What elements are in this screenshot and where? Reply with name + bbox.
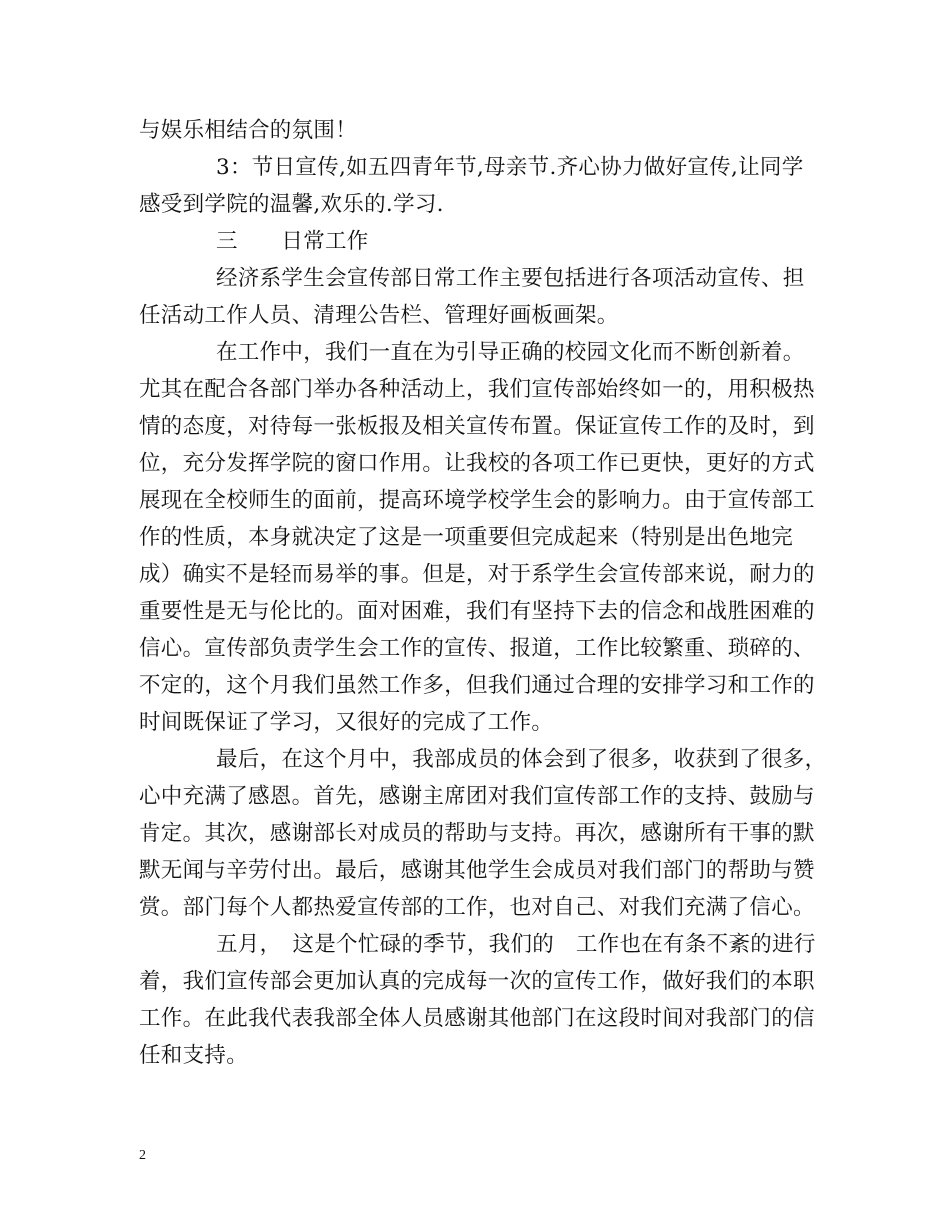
text-line: 经济系学生会宣传部日常工作主要包括进行各项活动宣传、担 xyxy=(216,266,805,291)
text-line: 不定的，这个月我们虽然工作多，但我们通过合理的安排学习和工作的 xyxy=(139,673,815,698)
text-line: 五月， 这是个忙碌的季节，我们的 工作也在有条不紊的进行 xyxy=(216,932,816,957)
text-line: 3：节日宣传,如五四青年节,母亲节.齐心协力做好宣传,让同学 xyxy=(216,155,804,180)
text-line: 肯定。其次，感谢部长对成员的帮助与支持。再次，感谢所有干事的默 xyxy=(139,821,815,846)
text-line: 感受到学院的温馨,欢乐的.学习. xyxy=(139,192,444,217)
text-line: 赏。部门每个人都热爱宣传部的工作，也对自己、对我们充满了信心。 xyxy=(139,895,815,920)
section-heading: 三 日常工作 xyxy=(216,229,369,254)
text-line: 最后，在这个月中，我部成员的体会到了很多，收获到了很多， xyxy=(216,747,827,772)
text-line: 作的性质，本身就决定了这是一项重要但完成起来（特别是出色地完 xyxy=(139,525,794,550)
text-line: 位，充分发挥学院的窗口作用。让我校的各项工作已更快，更好的方式 xyxy=(139,451,815,476)
text-line: 任和支持。 xyxy=(139,1043,249,1068)
text-line: 情的态度，对待每一张板报及相关宣传布置。保证宣传工作的及时，到 xyxy=(139,414,815,439)
page-number: 2 xyxy=(139,1148,146,1163)
text-line: 重要性是无与伦比的。面对困难，我们有坚持下去的信念和战胜困难的 xyxy=(139,599,815,624)
text-line: 默无闻与辛劳付出。最后，感谢其他学生会成员对我们部门的帮助与赞 xyxy=(139,858,815,883)
text-line: 成）确实不是轻而易举的事。但是，对于系学生会宣传部来说，耐力的 xyxy=(139,562,815,587)
text-line: 任活动工作人员、清理公告栏、管理好画板画架。 xyxy=(139,303,619,328)
text-line: 工作。在此我代表我部全体人员感谢其他部门在这段时间对我部门的信 xyxy=(139,1006,815,1031)
text-line: 时间既保证了学习，又很好的完成了工作。 xyxy=(139,710,554,735)
text-line: 心中充满了感恩。首先，感谢主席团对我们宣传部工作的支持、鼓励与 xyxy=(139,784,815,809)
text-line: 在工作中，我们一直在为引导正确的校园文化而不断创新着。 xyxy=(216,340,805,365)
text-line: 着，我们宣传部会更加认真的完成每一次的宣传工作，做好我们的本职 xyxy=(139,969,815,994)
text-line: 尤其在配合各部门举办各种活动上，我们宣传部始终如一的，用积极热 xyxy=(139,377,815,402)
text-line: 信心。宣传部负责学生会工作的宣传、报道，工作比较繁重、琐碎的、 xyxy=(139,636,815,661)
text-line: 与娱乐相结合的氛围！ xyxy=(139,118,358,143)
text-line: 展现在全校师生的面前，提高环境学校学生会的影响力。由于宣传部工 xyxy=(139,488,815,513)
